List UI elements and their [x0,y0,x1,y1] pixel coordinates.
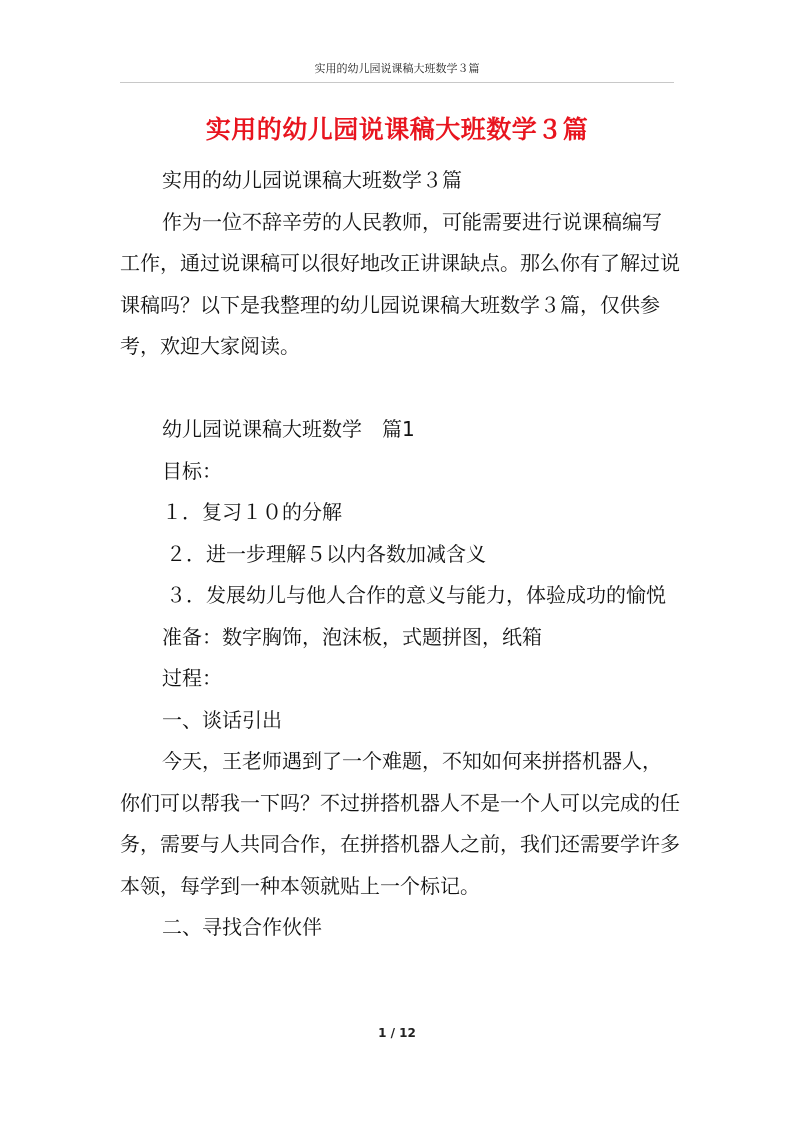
blank-line [120,368,680,410]
intro-paragraph: 作为一位不辞辛劳的人民教师，可能需要进行说课稿编写工作，通过说课稿可以很好地改正讲课缺点。那么你有了解过说课稿吗？以下是我整理的幼儿园说课稿大班数学３篇，仅供参考，欢迎大家阅读。 [120,209,680,358]
step-1-paragraph: 今天，王老师遇到了一个难题，不知如何来拼搭机器人，你们可以帮我一下吗？不过拼搭机器人不是一个人可以完成的任务，需要与人共同合作，在拼搭机器人之前，我们还需要学许多本领，每学到一种本领就贴上一个标记。 [120,749,680,898]
goal-item-3: ３．发展幼儿与他人合作的意义与能力，体验成功的愉悦 [166,583,666,607]
document-body [120,160,680,949]
step-heading-2: 二、寻找合作伙伴 [162,915,322,939]
process-label: 过程： [162,666,222,690]
header-divider [120,82,674,83]
subtitle-paragraph: 实用的幼儿园说课稿大班数学３篇 [162,168,462,192]
goal-item-1: １．复习１０的分解 [162,500,342,524]
document-title: 实用的幼儿园说课稿大班数学３篇 [205,115,589,144]
page-number: 1 / 12 [378,1026,416,1040]
goal-item-2: ２．进一步理解５以内各数加减含义 [166,541,486,566]
preparation-paragraph: 准备：数字胸饰，泡沫板，式题拼图，纸箱 [162,624,542,649]
step-heading-1: 一、谈话引出 [162,707,282,732]
running-header: 实用的幼儿园说课稿大班数学３篇 [314,62,480,75]
goals-label: 目标： [162,458,222,483]
section-heading: 幼儿园说课稿大班数学 篇1 [162,417,415,441]
